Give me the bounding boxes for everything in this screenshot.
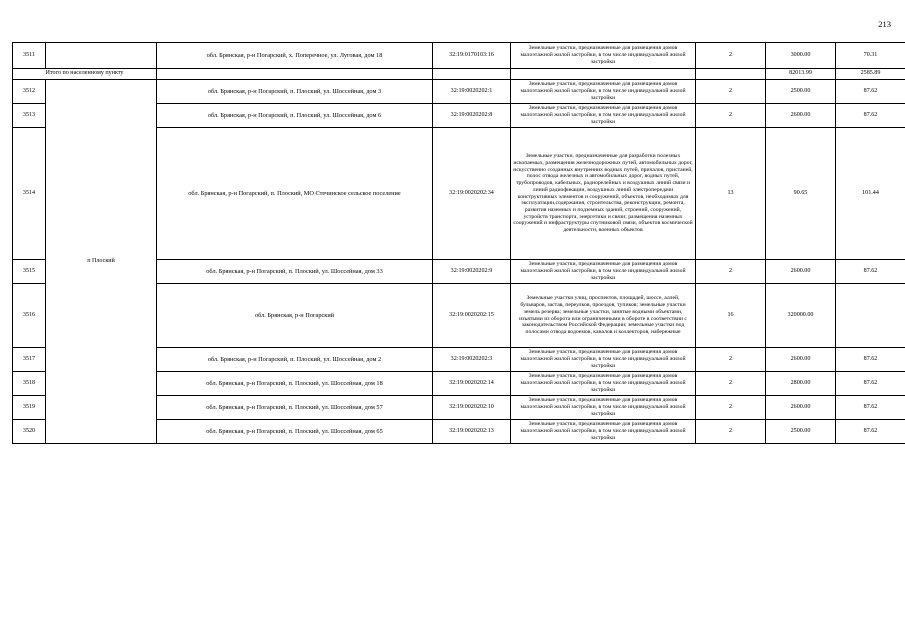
rate-cell: 70.31 — [836, 43, 905, 69]
rate-cell: 87.62 — [836, 420, 905, 444]
cadastral-number-cell: 32:19:0020202:9 — [433, 260, 511, 284]
row-number: 3519 — [13, 396, 46, 420]
group-cell: 2 — [696, 43, 766, 69]
land-use-description-cell: Земельные участки, предназначенные для размещения домов малоэтажной жилой застройки, в том числе индивидуальной жилой застройки — [511, 80, 696, 104]
table-row — [13, 43, 905, 69]
cadastral-number-cell: 32:19:0020202:3 — [433, 348, 511, 372]
row-number: 3515 — [13, 260, 46, 284]
area-cell: 320000.00 — [766, 284, 836, 348]
land-use-description-cell: Земельные участки, предназначенные для размещения домов малоэтажной жилой застройки, в том числе индивидуальной жилой застройки — [511, 104, 696, 128]
total-empty-cell — [511, 69, 696, 80]
address-cell: обл. Брянская, р-н Погарский, п. Плоский, ул. Шоссейная, дом 2 — [157, 348, 433, 372]
group-cell: 2 — [696, 80, 766, 104]
land-use-description-cell: Земельные участки, предназначенные для разработки полезных ископаемых, размещения железнодорожных путей, автомобильных дорог, искусственно созданных внутренних водных путей, причалов, пристаней, полос отвода железных и автомобильных дорог, водных путей, трубопроводов, кабельных, радиорелейных и воздушных линий связи и линий радиофикации, воздушных линий электропередачи конструктивных элементов и сооружений, объектов, необходимых для эксплуатации,содержания, строительства, реконструкции, ремонта, развития наземных и подземных зданий, строений, сооружений, устройств транспорта, энергетики и связи; размещения наземных сооружений и инфраструктуры спутниковой связи, объектов космической деятельности, военных объектов — [511, 128, 696, 260]
address-cell: обл. Брянская, р-н Погарский, п. Плоский, ул. Шоссейная, дом 57 — [157, 396, 433, 420]
group-cell: 2 — [696, 396, 766, 420]
total-area-cell: 82013.99 — [766, 69, 836, 80]
row-number: 3520 — [13, 420, 46, 444]
area-cell: 2800.00 — [766, 372, 836, 396]
rate-cell — [836, 284, 905, 348]
area-cell: 2600.00 — [766, 260, 836, 284]
area-cell: 2600.00 — [766, 396, 836, 420]
group-cell: 13 — [696, 128, 766, 260]
group-cell: 2 — [696, 260, 766, 284]
rate-cell: 87.62 — [836, 104, 905, 128]
row-number: 3517 — [13, 348, 46, 372]
cadastral-number-cell: 32:19:0020202:10 — [433, 396, 511, 420]
row-number: 3518 — [13, 372, 46, 396]
cadastral-number-cell: 32:19:0020202:1 — [433, 80, 511, 104]
row-number: 3512 — [13, 80, 46, 104]
area-cell: 3000.00 — [766, 43, 836, 69]
row-number: 3514 — [13, 128, 46, 260]
row-number: 3511 — [13, 43, 46, 69]
land-use-description-cell: Земельные участки улиц, проспектов, площадей, шоссе, аллей, бульваров, застав, переулков, проездов, тупиков; земельные участки земель резерва; земельные участки, занятые водными объектами, изъятыми из оборота или ограниченными в обороте в соответствии с законодательством Российской Федерации; земельные участки под полосами отвода водоемов, каналов и коллекторов, набережные — [511, 284, 696, 348]
rate-cell: 87.62 — [836, 80, 905, 104]
land-use-description-cell: Земельные участки, предназначенные для размещения домов малоэтажной жилой застройки, в том числе индивидуальной жилой застройки — [511, 420, 696, 444]
land-use-description-cell: Земельные участки, предназначенные для размещения домов малоэтажной жилой застройки, в том числе индивидуальной жилой застройки — [511, 348, 696, 372]
address-cell: обл. Брянская, р-н Погарский, п. Плоский, ул. Шоссейная, дом 6 — [157, 104, 433, 128]
area-cell: 90.65 — [766, 128, 836, 260]
rate-cell: 87.62 — [836, 260, 905, 284]
cadastral-number-cell: 32:19:0020202:34 — [433, 128, 511, 260]
group-cell: 2 — [696, 420, 766, 444]
area-cell: 2600.00 — [766, 348, 836, 372]
rate-cell: 87.62 — [836, 396, 905, 420]
rate-cell: 101.44 — [836, 128, 905, 260]
address-cell: обл. Брянская, р-н Погарский, п. Плоский, ул. Шоссейная, дом 18 — [157, 372, 433, 396]
total-empty-cell — [433, 69, 511, 80]
area-cell: 2500.00 — [766, 80, 836, 104]
area-cell: 2600.00 — [766, 104, 836, 128]
address-cell: обл. Брянская, р-н Погарский, п. Плоский, ул. Шоссейная, дом 3 — [157, 80, 433, 104]
group-cell: 16 — [696, 284, 766, 348]
row-number: 3516 — [13, 284, 46, 348]
total-label: Итого по населенному пункту — [13, 69, 157, 80]
group-cell: 2 — [696, 104, 766, 128]
cadastral-number-cell: 32:19:0170103:16 — [433, 43, 511, 69]
locality-cell: п Плоский — [46, 80, 157, 444]
address-cell: обл. Брянская, р-н Погарский, п. Плоский, ул. Шоссейная, дом 33 — [157, 260, 433, 284]
total-row — [13, 69, 905, 80]
address-cell: обл. Брянская, р-н Погарский, х. Поперечное, ул. Луговая, дом 18 — [157, 43, 433, 69]
group-cell: 2 — [696, 372, 766, 396]
total-empty-cell — [157, 69, 433, 80]
group-cell: 2 — [696, 348, 766, 372]
rate-cell: 87.62 — [836, 348, 905, 372]
total-rate-cell: 2585.89 — [836, 69, 905, 80]
cadastral-number-cell: 32:19:0020202:14 — [433, 372, 511, 396]
address-cell: обл. Брянская, р-н Погарский — [157, 284, 433, 348]
land-use-description-cell: Земельные участки, предназначенные для размещения домов малоэтажной жилой застройки, в том числе индивидуальной жилой застройки — [511, 372, 696, 396]
page-number: 213 — [878, 19, 891, 29]
cadastral-number-cell: 32:19:0020202:13 — [433, 420, 511, 444]
total-empty-cell — [696, 69, 766, 80]
address-cell: обл. Брянская, р-н Погарский, п. Плоский, ул. Шоссейная, дом 65 — [157, 420, 433, 444]
locality-cell — [46, 43, 157, 69]
land-use-description-cell: Земельные участки, предназначенные для размещения домов малоэтажной жилой застройки, в том числе индивидуальной жилой застройки — [511, 260, 696, 284]
rate-cell: 87.62 — [836, 372, 905, 396]
table-row — [13, 80, 905, 104]
address-cell: обл. Брянская, р-н Погарский, п. Плоский, МО Стечинское сельское поселение — [157, 128, 433, 260]
cadastral-number-cell: 32:19:0020202:8 — [433, 104, 511, 128]
land-use-description-cell: Земельные участки, предназначенные для размещения домов малоэтажной жилой застройки, в том числе индивидуальной жилой застройки — [511, 396, 696, 420]
row-number: 3513 — [13, 104, 46, 128]
area-cell: 2500.00 — [766, 420, 836, 444]
land-use-description-cell: Земельные участки, предназначенные для размещения домов малоэтажной жилой застройки, в том числе индивидуальной жилой застройки — [511, 43, 696, 69]
cadastral-number-cell: 32:19:0020202:15 — [433, 284, 511, 348]
cadastral-value-table — [12, 42, 905, 444]
